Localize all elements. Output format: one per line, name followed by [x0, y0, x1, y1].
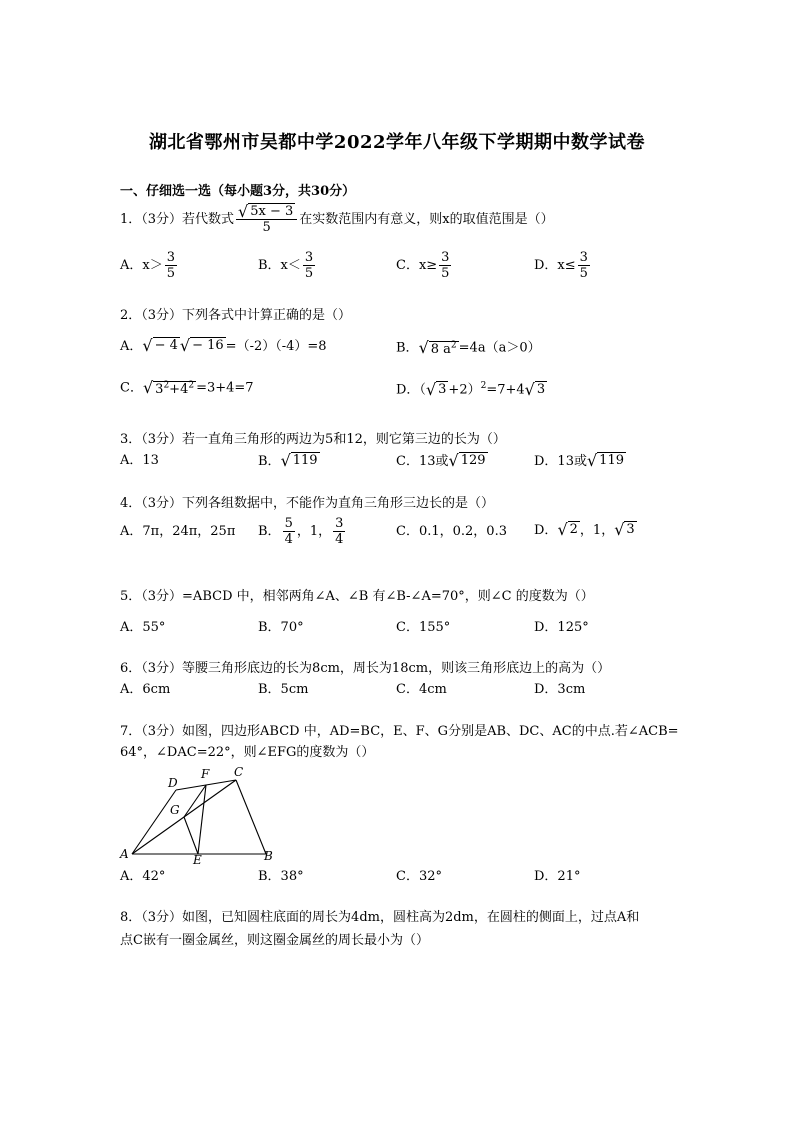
- q2-option-c[interactable]: C．√ $3^2+4^2 =3+4=7$: [120, 378, 254, 398]
- q2-option-a[interactable]: A．√ − 4 √ − 16 =（-2）（-4）=8: [120, 336, 327, 355]
- q3-option-a[interactable]: A．13: [120, 453, 159, 468]
- q5-option-b[interactable]: B．70°: [258, 620, 304, 635]
- q4-option-b[interactable]: B． $\frac{5}{4}$ ，1， $\frac{3}{4}$: [258, 516, 344, 547]
- q4-option-d[interactable]: D．√ 2 ，1，√ 3: [534, 520, 635, 539]
- q3-option-d[interactable]: D．13或√ 119: [534, 451, 624, 470]
- q1-option-b[interactable]: B．x＜ $\frac{3}{5}$: [258, 250, 314, 281]
- question-8-stem-line1: 8．（3分）如图，已知圆柱底面的周长为4dm，圆柱高为2dm，在圆柱的侧面上，过点A和: [120, 910, 640, 925]
- quadrilateral-figure: [118, 760, 288, 866]
- segment-cb: [236, 780, 266, 854]
- label-d: D: [168, 776, 178, 790]
- question-6-stem: 6．（3分）等腰三角形底边的长为8cm，周长为18cm，则该三角形底边上的高为（）: [120, 661, 611, 676]
- label-a: A: [120, 847, 129, 861]
- q6-option-b[interactable]: B．5cm: [258, 682, 309, 697]
- section-heading: 一、仔细选一选（每小题3分，共30分）: [120, 184, 356, 199]
- q6-option-a[interactable]: A．6cm: [120, 682, 171, 697]
- q4-option-c[interactable]: C．0.1，0.2，0.3: [396, 524, 507, 539]
- question-1-stem: 1．（3分）若代数式 $\frac{√ 5x - 3}{5}$ 在实数范围内有意义，则x的取值范围是（）: [120, 202, 554, 235]
- q5-option-a[interactable]: A．55°: [120, 620, 166, 635]
- q1-option-d[interactable]: D．x≤ $\frac{3}{5}$: [534, 250, 588, 281]
- question-8-stem-line2: 点C嵌有一圈金属丝，则这圈金属丝的周长最小为（）: [120, 933, 429, 948]
- q1-option-c[interactable]: C．x≥ $\frac{3}{5}$: [396, 250, 450, 281]
- question-3-stem: 3．（3分）若一直角三角形的两边为5和12，则它第三边的长为（）: [120, 432, 506, 447]
- exam-title: 湖北省鄂州市吴都中学2022学年八年级下学期期中数学试卷: [148, 132, 646, 153]
- label-c: C: [234, 765, 244, 779]
- label-e: E: [193, 853, 202, 866]
- q2-option-d[interactable]: D．（√ 3 +2）$^2$=7+4√ 3: [396, 379, 546, 399]
- q7-option-c[interactable]: C．32°: [396, 869, 442, 884]
- q1-option-a[interactable]: A．x＞ $\frac{3}{5}$: [120, 250, 176, 281]
- segment-ad: [132, 790, 176, 854]
- question-7-stem-line1: 7．（3分）如图，四边形ABCD 中，AD=BC，E、F、G分别是AB、DC、AC的中点.若∠ACB=: [120, 724, 679, 739]
- label-g: G: [170, 803, 180, 817]
- q6-option-c[interactable]: C．4cm: [396, 682, 447, 697]
- q1-fraction: $\frac{√ 5x - 3}{5}$: [236, 204, 297, 235]
- q6-option-d[interactable]: D．3cm: [534, 682, 586, 697]
- label-f: F: [201, 767, 210, 781]
- question-4-stem: 4．（3分）下列各组数据中，不能作为直角三角形三边长的是（）: [120, 496, 495, 511]
- question-7-stem-line2: 64°，∠DAC=22°，则∠EFG的度数为（）: [120, 745, 375, 760]
- q7-option-d[interactable]: D．21°: [534, 869, 581, 884]
- q2-option-b[interactable]: B．√ 8 $a^2 =4a(a>0)$: [396, 338, 541, 358]
- q3-option-b[interactable]: B．√ 119: [258, 451, 318, 470]
- segment-ge: [184, 817, 198, 854]
- q3-option-c[interactable]: C．13或√ 129: [396, 451, 486, 470]
- q5-option-d[interactable]: D．125°: [534, 620, 589, 635]
- q7-option-a[interactable]: A．42°: [120, 869, 166, 884]
- q5-option-c[interactable]: C．155°: [396, 620, 451, 635]
- question-5-stem: 5．（3分）=ABCD 中，相邻两角∠A、∠B 有∠B-∠A=70°，则∠C 的度数为（）: [120, 589, 594, 604]
- question-2-stem: 2．（3分）下列各式中计算正确的是（）: [120, 308, 352, 323]
- q7-option-b[interactable]: B．38°: [258, 869, 304, 884]
- label-b: B: [264, 849, 273, 863]
- q4-option-a[interactable]: A．7π，24π，25π: [120, 524, 236, 539]
